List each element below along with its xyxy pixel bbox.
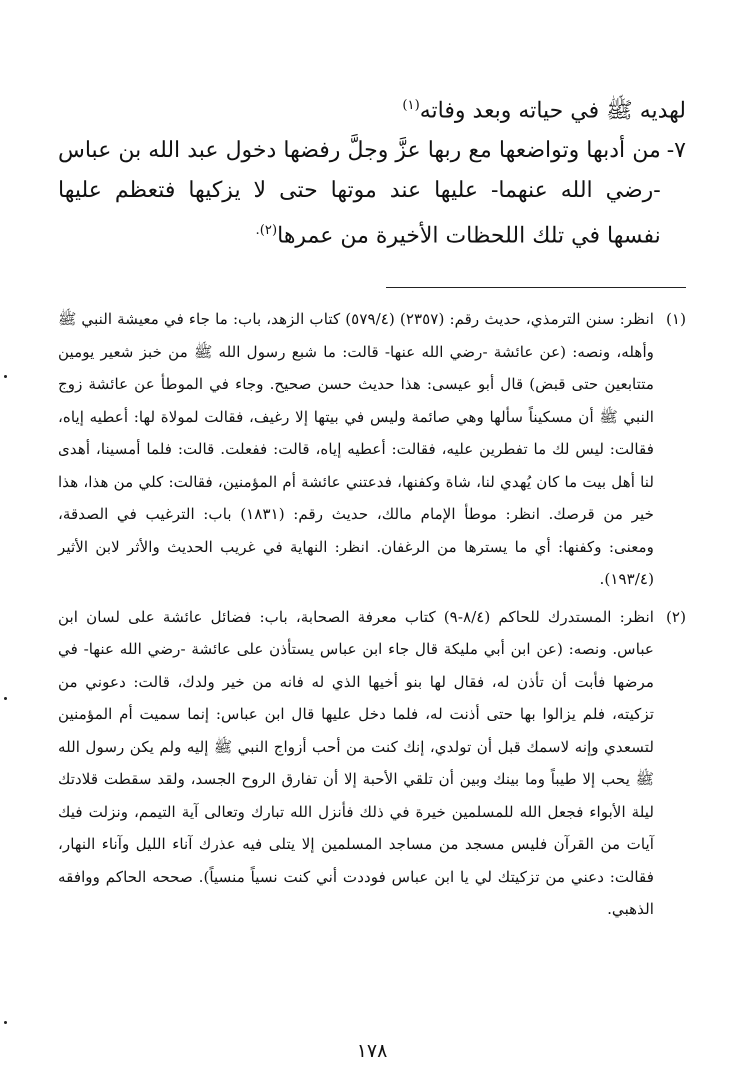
footnote-1 (58, 303, 686, 596)
main-text (58, 86, 686, 257)
footnote-text: انظر: سنن الترمذي، حديث رقم: (٢٣٥٧) (٥٧٩/٤) كتاب الزهد، باب: ما جاء في معيشة النبي ﷺ وأهله، ونصه: (عن عائشة -رضي الله عنها- قالت: ما شبع رسول الله ﷺ من خبز شعير يومين متتابعين حتى قبض) قال أبو عيسى: هذا حديث حسن صحيح. وجاء في الموطأ عن عائشة زوج النبي ﷺ أن مسكيناً سألها وهي صائمة وليس في بيتها إلا رغيف، فقالت لمولاة لها: أعطيه إياه، فقالت: ليس لك ما تفطرين عليه، فقالت: أعطيه إياه، قالت: ففعلت. قالت: فلما أمسينا، أهدى لنا أهل بيت ما كان يُهدي لنا، شاة وكفنها، فدعتني عائشة أم المؤمنين، فقالت: كلي من هذا، هذا خير من قرصك. انظر: موطأ الإمام مالك، حديث رقم: (١٨٣١) باب: الترغيب في الصدقة، ومعنى: وكفنها: أي ما يسترها من الرغفان. انظر: النهاية في غريب الحديث والأثر لابن الأثير (١٩٣/٤). (58, 310, 655, 588)
scan-speck (4, 375, 7, 378)
footnote-ref-1: (١) (402, 98, 420, 113)
footnotes (58, 303, 686, 926)
numbered-item-7 (58, 131, 686, 256)
item-text-body: من أدبها وتواضعها مع ربها عزَّ وجلَّ رفضها دخول عبد الله بن عباس -رضي الله عنهما- عليها عند موتها حتى لا يزكيها فتعظم عليها نفسها في تلك اللحظات الأخيرة من عمرها (58, 138, 661, 249)
footnote-number: (٢) (665, 607, 686, 626)
footnote-number: (١) (665, 310, 686, 328)
footnote-2 (58, 601, 686, 926)
intro-line-text: لهديه ﷺ في حياته وبعد وفاته (419, 98, 686, 124)
intro-line (58, 86, 686, 131)
scan-speck (4, 1021, 7, 1024)
page-number: ١٧٨ (356, 1040, 388, 1062)
scan-speck (4, 697, 7, 700)
item-number: ٧- (666, 138, 686, 164)
footnote-text: انظر: المستدرك للحاكم (٨/٤-٩) كتاب معرفة الصحابة، باب: فضائل عائشة على لسان ابن عباس. ونصه: (عن ابن أبي مليكة قال جاء ابن عباس يستأذن على عائشة -رضي الله عنها- في مرضها فأبت أن تأذن له، فقال لها بنو أخيها الذي له فانه من خير ولدك، قالت: دعوني من تزكيته، فلم يزالوا بها حتى أذنت له، فلما دخل عليها قال ابن عباس: إنما سميت أم المؤمنين لتسعدي وإنه لاسمك قبل أن تولدي، إنك كنت من أحب أزواج النبي ﷺ إليه ولم يكن رسول الله ﷺ يحب إلا طيباً وما بينك وبين أن تلقي الأحبة إلا أن تفارق الروح الجسد، ولقد سقطت قلادتك ليلة الأبواء فجعل الله للمسلمين خيرة في ذلك فأنزل الله تبارك وتعالى آية التيمم، ونزلت فيك آيات من القرآن فليس مسجد من مساجد المسلمين إلا يتلى فيه عذرك آناء الليل وآناء النهار، فقالت: دعني من تزكيتك لي يا ابن عباس فوددت أني كنت نسياً منسياً). صححه الحاكم ووافقه الذهبي. (58, 607, 654, 918)
footnote-divider (386, 287, 686, 288)
footnote-ref-2: (٢). (255, 223, 278, 239)
item-text (58, 131, 661, 256)
